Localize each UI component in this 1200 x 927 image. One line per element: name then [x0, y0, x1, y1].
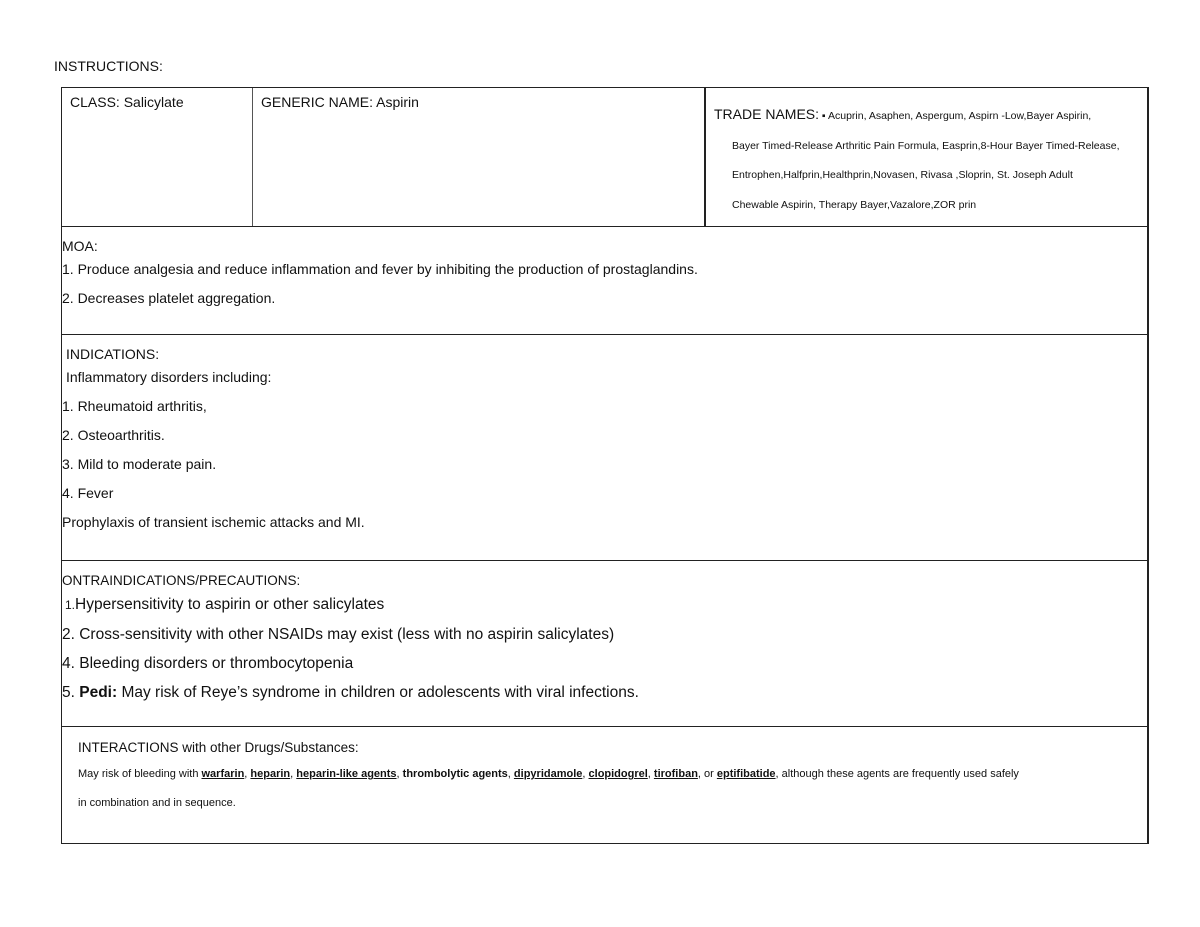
indication-item: 1. Rheumatoid arthritis,: [62, 398, 207, 414]
trade-names-cell: [706, 88, 1147, 226]
drug-tirofiban: tirofiban: [653, 768, 698, 780]
indication-item: 3. Mild to moderate pain.: [62, 456, 217, 472]
drug-thrombolytic: thrombolytic agents: [402, 768, 508, 780]
interactions-text-line-2: in combination and in sequence.: [78, 797, 236, 809]
instructions-heading: INSTRUCTIONS:: [54, 58, 163, 74]
drug-card-table: [61, 87, 1149, 844]
indications-intro: Inflammatory disorders including:: [66, 369, 272, 385]
pedi-label: Pedi:: [79, 684, 118, 701]
indication-item: 4. Fever: [62, 485, 114, 501]
trade-names-line-1: ▪ Acuprin, Asaphen, Aspergum, Aspirn -Low,Bayer Aspirin,: [819, 110, 1092, 122]
drug-warfarin: warfarin: [201, 768, 245, 780]
contraindication-item: 4. Bleeding disorders or thrombocytopenia: [62, 655, 354, 672]
interactions-section: [62, 727, 1147, 843]
indication-item: Prophylaxis of transient ischemic attacks and MI.: [62, 514, 365, 530]
moa-item: 2. Decreases platelet aggregation.: [62, 290, 276, 306]
trade-names-line-3: Entrophen,Halfprin,Healthprin,Novasen, Rivasa ,Sloprin, St. Joseph Adult: [732, 169, 1073, 181]
drug-dipyridamole: dipyridamole: [513, 768, 583, 780]
interactions-heading: INTERACTIONS with other Drugs/Substances:: [78, 740, 359, 755]
contraindication-item: 2. Cross-sensitivity with other NSAIDs may exist (less with no aspirin salicylates): [62, 626, 615, 643]
drug-heparin-like: heparin-like agents: [296, 768, 397, 780]
indications-section: [62, 335, 1147, 561]
drug-heparin: heparin: [250, 768, 291, 780]
trade-names-line-4: Chewable Aspirin, Therapy Bayer,Vazalore,ZOR prin: [732, 198, 977, 211]
generic-name-cell: GENERIC NAME: Aspirin: [253, 88, 706, 226]
moa-section: [62, 227, 1147, 335]
trade-names-label: TRADE NAMES:: [714, 106, 820, 122]
contraindication-item: 5. Pedi: May risk of Reye’s syndrome in children or adolescents with viral infections.: [62, 684, 639, 701]
drug-eptifibatide: eptifibatide: [716, 768, 776, 780]
contraindication-item: 1.Hypersensitivity to aspirin or other salicylates: [65, 596, 385, 613]
contraindications-section: [62, 561, 1147, 727]
moa-item: 1. Produce analgesia and reduce inflammation and fever by inhibiting the production of prostaglandins.: [62, 261, 698, 277]
interactions-text: May risk of bleeding with warfarin, heparin, heparin-like agents, thrombolytic agents, dipyridamole, clopidogrel, tirofiban, or eptifibatide, although these agents are frequently used safely: [78, 768, 1019, 780]
contraindications-heading: ONTRAINDICATIONS/PRECAUTIONS:: [62, 573, 301, 588]
class-cell: CLASS: Salicylate: [62, 88, 253, 226]
indication-item: 2. Osteoarthritis.: [62, 427, 165, 443]
indications-heading: INDICATIONS:: [66, 346, 160, 362]
trade-names-line-2: Bayer Timed-Release Arthritic Pain Formula, Easprin,8-Hour Bayer Timed-Release,: [732, 139, 1120, 152]
drug-header-row: [62, 88, 1147, 227]
drug-clopidogrel: clopidogrel: [588, 768, 648, 780]
moa-heading: MOA:: [62, 238, 98, 254]
